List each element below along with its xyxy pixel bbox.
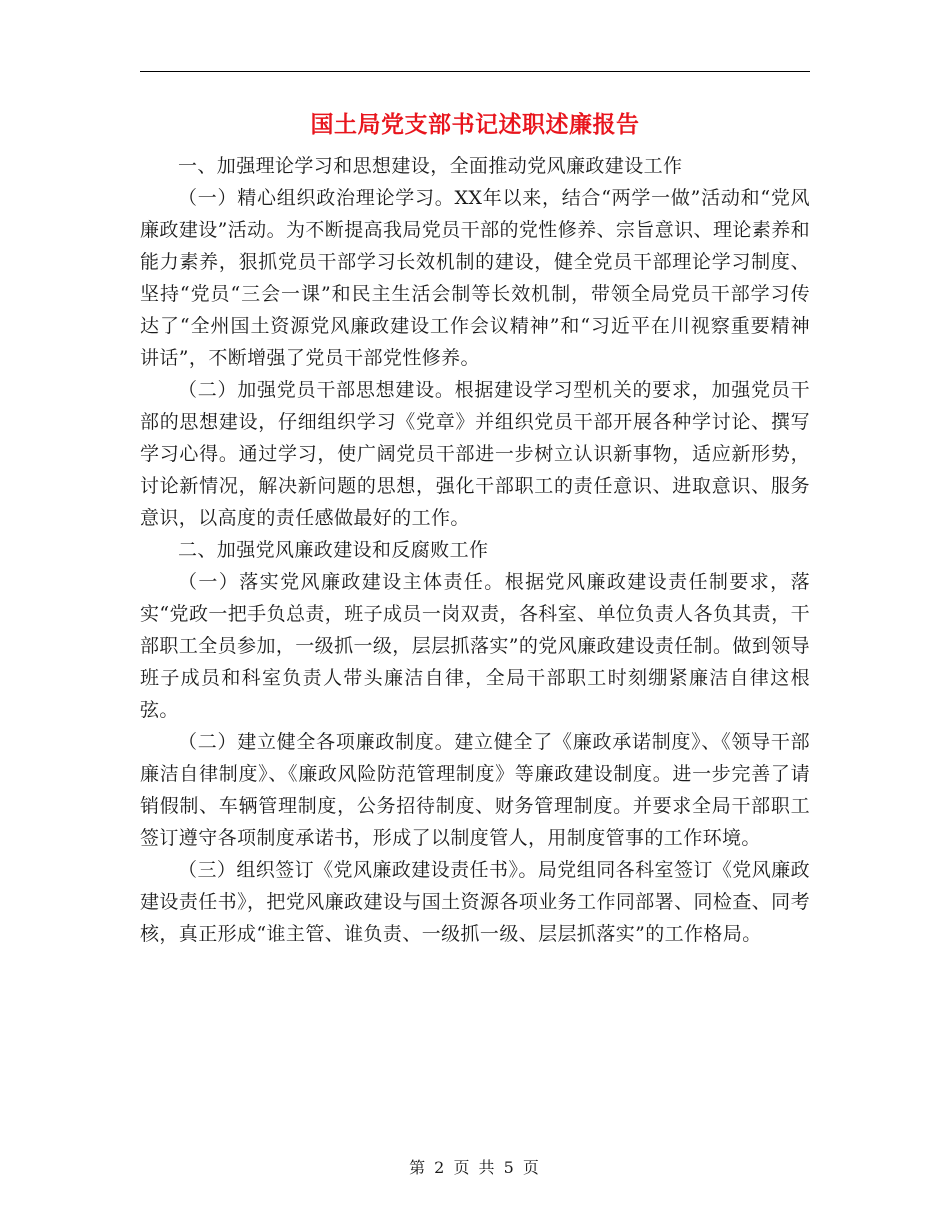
paragraph-2-3: （三）组织签订《党风廉政建设责任书》。局党组同各科室签订《党风廉政建设责任书》，把党风廉政建设与国土资源各项业务工作同部署、同检查、同考核，真正形成“谁主管、谁负责、一级抓一级、层层抓落实”的工作格局。 <box>140 859 810 945</box>
document-title: 国土局党支部书记述职述廉报告 <box>310 111 640 138</box>
section-heading-1: 一、加强理论学习和思想建设，全面推动党风廉政建设工作 <box>178 155 683 177</box>
paragraph-2-2: （二）建立健全各项廉政制度。建立健全了《廉政承诺制度》、《领导干部廉洁自律制度》、《廉政风险防范管理制度》等廉政建设制度。进一步完善了请销假制、车辆管理制度，公务招待制度、财务管理制度。并要求全局干部职工签订遵守各项制度承诺书，形成了以制度管人，用制度管事的工作环境。 <box>140 731 810 849</box>
paragraph-1-2: （二）加强党员干部思想建设。根据建设学习型机关的要求，加强党员干部的思想建设，仔细组织学习《党章》并组织党员干部开展各种学讨论、撰写学习心得。通过学习，使广阔党员干部进一步树立认识新事物，适应新形势，讨论新情况，解决新问题的思想，强化干部职工的责任意识、进取意识、服务意识，以高度的责任感做最好的工作。 <box>140 379 810 529</box>
paragraph-2-1: （一）落实党风廉政建设主体责任。根据党风廉政建设责任制要求，落实“党政一把手负总责，班子成员一岗双责，各科室、单位负责人各负其责，干部职工全员参加，一级抓一级，层层抓落实”的党风廉政建设责任制。做到领导班子成员和科室负责人带头廉洁自律，全局干部职工时刻绷紧廉洁自律这根弦。 <box>140 571 810 721</box>
document-body <box>140 150 810 950</box>
header-rule <box>140 71 810 72</box>
section-heading-2: 二、加强党风廉政建设和反腐败工作 <box>178 539 489 561</box>
paragraph-1-1: （一）精心组织政治理论学习。XX年以来，结合“两学一做”活动和“党风廉政建设”活动。为不断提高我局党员干部的党性修养、宗旨意识、理论素养和能力素养，狠抓党员干部学习长效机制的建设，健全党员干部理论学习制度、坚持“党员“三会一课”和民主生活会制等长效机制，带领全局党员干部学习传达了“全州国土资源党风廉政建设工作会议精神”和“习近平在川视察重要精神讲话”，不断增强了党员干部党性修养。 <box>140 187 810 369</box>
page-number: 第 2 页 共 5 页 <box>409 1158 541 1177</box>
